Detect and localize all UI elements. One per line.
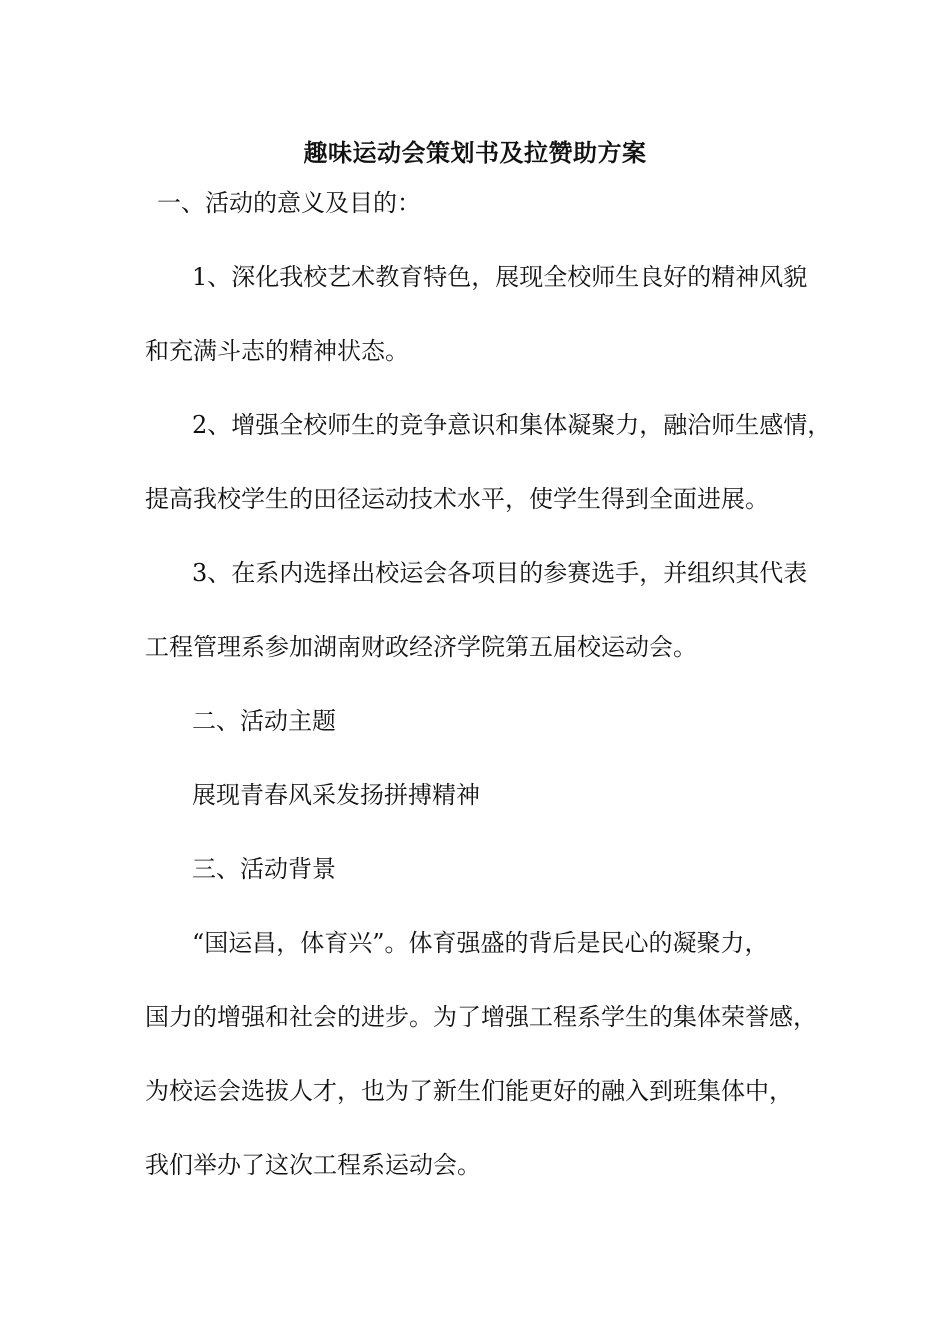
purpose-item-2-line-2: 提高我校学生的田径运动技术水平，使学生得到全面进展。	[145, 485, 769, 513]
purpose-item-1-line-2: 和充满斗志的精神状态。	[145, 337, 409, 365]
background-line-3: 为校运会选拔人才，也为了新生们能更好的融入到班集体中，	[145, 1077, 793, 1105]
section-heading-background: 三、活动背景	[192, 855, 336, 883]
purpose-item-2-line-1: 2、增强全校师生的竞争意识和集体凝聚力，融洽师生感情，	[192, 411, 832, 439]
background-line-4: 我们举办了这次工程系运动会。	[145, 1151, 481, 1179]
purpose-item-1-line-1: 1、深化我校艺术教育特色，展现全校师生良好的精神风貌	[192, 263, 808, 291]
background-line-1: “国运昌，体育兴”。体育强盛的背后是民心的凝聚力，	[192, 929, 769, 957]
theme-text: 展现青春风采发扬拼搏精神	[192, 781, 480, 809]
background-line-2: 国力的增强和社会的进步。为了增强工程系学生的集体荣誉感，	[145, 1003, 817, 1031]
section-heading-purpose: 一、活动的意义及目的：	[157, 189, 421, 217]
section-heading-theme: 二、活动主题	[192, 707, 336, 735]
purpose-item-3-line-2: 工程管理系参加湖南财政经济学院第五届校运动会。	[145, 633, 697, 661]
purpose-item-3-line-1: 3、在系内选择出校运会各项目的参赛选手，并组织其代表	[192, 559, 808, 587]
document-title: 趣味运动会策划书及拉赞助方案	[303, 138, 647, 167]
